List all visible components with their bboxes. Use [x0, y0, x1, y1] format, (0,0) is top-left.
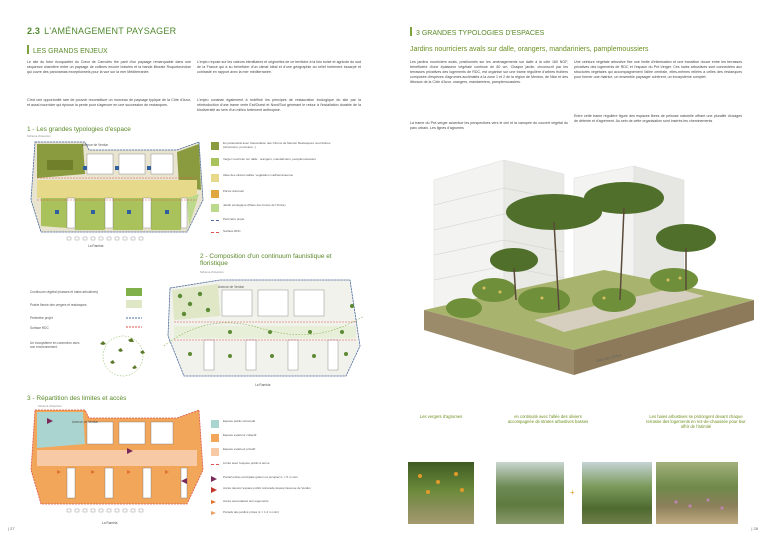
right-page	[384, 0, 768, 542]
figure-2-note: Schéma d'intention	[200, 270, 224, 274]
legend-item-portails-prives: Portails des jardins privés (L = 1,2 m mini)	[211, 511, 341, 515]
right-paragraph-1b: La trame du Pré-verger accentue les perspectives vers le ciel et la canopée du couvert végétal du parc urbain. Les lignes d'agrumes	[410, 121, 568, 130]
legend-line	[211, 464, 219, 465]
figure-2-title: 2 - Composition d'un continuum faunistique et floristique	[200, 253, 332, 267]
arrow-icon	[211, 500, 216, 504]
right-paragraph-1a: Les jardins nourriciers avals, positionnés sur les aménagements sur dalle à la côte 160 NGF, bénéficient d'une épaisseur végétale continue de 80 cm. Chaque jardin, circonscrit par les terrasses privatives des logements de RDC, est organisé sur une trame régulière d'arbres fruitiers composée d'espèces d'agrumes acclimatés à la zone 1 et 2 de la région de Menton, de Nice et des littoraux de la Côte d'Azur, orangers, mandariniers, pamplemoussiers.	[410, 60, 568, 84]
hedge-flowers	[656, 462, 738, 524]
fauna-icons	[88, 332, 158, 380]
legend-swatch	[211, 158, 219, 166]
legend-swatch	[211, 142, 219, 150]
page-number-right: | 28	[751, 526, 758, 531]
legend-swatch	[211, 174, 219, 182]
figure-2-label-prairie: Prairie fleurie des vergers et restanques	[30, 303, 87, 307]
heading-bar	[410, 27, 412, 36]
figure-1-legend	[211, 142, 361, 242]
intro-paragraph-2b: L'enjeu consiste également à redéfinir les principes de restauration écologique du site par la réintroduction d'une trame verte Est/Ouest et Nord/Sud générant le retour à l'installation durable de la biodiversité au sein d'un milieu fortement anthropisé.	[197, 98, 361, 112]
heading-bar	[27, 45, 29, 54]
right-section-title: 3 GRANDES TYPOLOGIES D'ESPACES	[416, 30, 545, 37]
photo-olive-alley	[496, 462, 564, 524]
legend-line	[211, 220, 219, 221]
photo-shrub-path	[582, 462, 652, 524]
subsection-title: LES GRANDS ENJEUX	[33, 48, 108, 55]
figure-2-label-rdc: Surface RDC	[30, 326, 49, 330]
legend-item-jardin: Jardin écologique (Place des forces de l'Ordre)	[211, 204, 341, 212]
right-paragraph-2a: Une ceinture végétale arbustive fixe une limite d'intimisation et une transition douce entre les terrasses privatives des logements de RDC et l'espace du Pré-Verger. Ces haies arbustives sont connectées aux structures végétales qui accompagnement l'allée centrale, elles-mêmes reliées à celles des restanques pour former une matrice, un ensemble paysager cohérent, un écosystème complet.	[574, 60, 742, 79]
figure-3-plan	[27, 408, 207, 520]
page-number-left: | 27	[8, 526, 15, 531]
subsection-heading	[27, 45, 108, 55]
intro-paragraph-2a: L'enjeu repose sur les valeurs identitaires et originelles de ce territoire à la fois boisé et agricole du sud de la France qui a su bénéficier d'un climat idéal et d'une géographie au relief fortement escarpé et contrasté en rapport avec la mer méditerranée.	[197, 60, 361, 74]
arrow-icon	[211, 487, 217, 493]
right-section-heading	[410, 27, 544, 37]
legend-item-public: Espace public rétrocédé	[211, 420, 341, 428]
legend-item-verger: Verger nourricier sur dalle : orangers, mandariniers, pamplemoussiers	[211, 158, 341, 166]
intro-paragraph-1b: C'est une opportunité rare de pouvoir reconstituer un morceau de paysage typique de la Côte d'Azur, et aussi nourricier qui épouse la pente pour s'agencer en une succession de restanques.	[27, 98, 191, 107]
legend-item-allee: Allée des oliviers taillés, végétation méditerranéenne	[211, 174, 341, 182]
plus-sign: +	[570, 488, 575, 497]
legend-item-parvis: Parvis d'accueil	[211, 190, 341, 198]
figure-2-label-perimetre: Périmètre projet	[30, 316, 53, 320]
section-title: L'AMÉNAGEMENT PAYSAGER	[44, 26, 177, 36]
legend-item-acces-secondaire: Accès secondaires aux logements	[211, 500, 341, 504]
caption-oliviers: en continuité avec l'allée des oliviers accompagnée de strates arbustives basses	[507, 414, 589, 424]
figure-1-street-bottom: La Rambla	[88, 244, 104, 248]
caption-haies: Les haies arbustives se prolongent devant chaque terrasse des logements en rez-de-chaussée pour leur offrir de l'intimité	[646, 414, 746, 429]
section-number: 2.3	[27, 26, 41, 36]
figure-1-title: 1 - Les grandes typologies d'espace	[27, 126, 131, 133]
legend-item-limite: Limite avec l'espace public à terme	[211, 462, 341, 466]
legend-item-acces-public: Accès depuis l'espace public rétrocédé depuis l'avenue de Verdun	[211, 487, 341, 493]
figure-2-label-continuum: Continuum végétal (masses et haies arbustives)	[30, 290, 99, 294]
caption-vergers: Les vergers d'agrumes	[419, 414, 463, 419]
legend-item-prive: Espace extérieur privatif	[211, 448, 341, 456]
legend-swatch	[211, 190, 219, 198]
arrow-icon	[211, 511, 216, 515]
render-label: Allée des Oliviers	[595, 352, 623, 364]
legend-swatch	[211, 420, 219, 428]
right-subtitle: Jardins nourriciers avals sur dalle, orangers, mandariniers, pamplemoussiers	[410, 46, 649, 53]
legend-item-rdc: Surface RDC	[211, 230, 341, 234]
photo-orange-trees	[408, 462, 474, 524]
legend-swatch	[211, 448, 219, 456]
legend-swatch	[211, 204, 219, 212]
right-paragraph-2b: Entre cette trame régulière figure des espaces libres de pelouse naturelle offrant une pluralité d'usages de détente et d'agrément. Au sein de cette organisation sont insérés les cheminements	[574, 114, 742, 123]
figure-3-legend	[211, 420, 361, 520]
figure-3-street-bottom: La Rambla	[102, 521, 118, 525]
figure-1-plan	[27, 140, 207, 248]
legend-line	[211, 232, 219, 233]
figure-1-note: Schéma d'intention	[27, 134, 51, 138]
legend-item-perimetre: Périmètre projet	[211, 218, 341, 222]
figure-3-title: 3 - Répartition des limites et accès	[27, 395, 127, 402]
figure-1-street-top: Avenue de Verdun	[82, 143, 109, 147]
photo-hedges	[656, 462, 738, 524]
section-heading	[27, 26, 176, 36]
legend-item-restanques: En partenariat avec l'association des Citrons de Menton Restanques nourricières (citronniers, pommiers...)	[211, 142, 341, 150]
figure-2-swatches	[126, 288, 144, 332]
figure-2-street-bottom: La Rambla	[255, 383, 271, 387]
legend-swatch	[211, 434, 219, 442]
orange-fruits	[408, 462, 474, 524]
arrow-icon	[211, 476, 217, 482]
legend-item-portail-principal: Portail entrée principale (piéton et pompier) L = 5 m mini	[211, 476, 341, 482]
intro-paragraph-1a: Le site du futur écoquartier du Cœur de Carnolès tire parti d'un paysage remarquable dans une séquence charnière entre un paysage de collines encore boisées et la bande littorale Roquebrunoise qui ouvre des panoramas exceptionnels pour la vue sur la mer Méditerranée.	[27, 60, 191, 74]
figure-3-note: Schéma d'intention	[38, 404, 62, 408]
legend-item-collectif: Espace extérieur collectif	[211, 434, 341, 442]
landscape-render	[424, 150, 754, 405]
figure-3-street-top: Avenue de Verdun	[72, 420, 99, 424]
figure-2-plan	[160, 276, 365, 386]
figure-2-label-ecosysteme: Un écosystème en connexion avec son environnement	[30, 341, 80, 349]
figure-2-street-top: Avenue de Verdun	[218, 285, 245, 289]
